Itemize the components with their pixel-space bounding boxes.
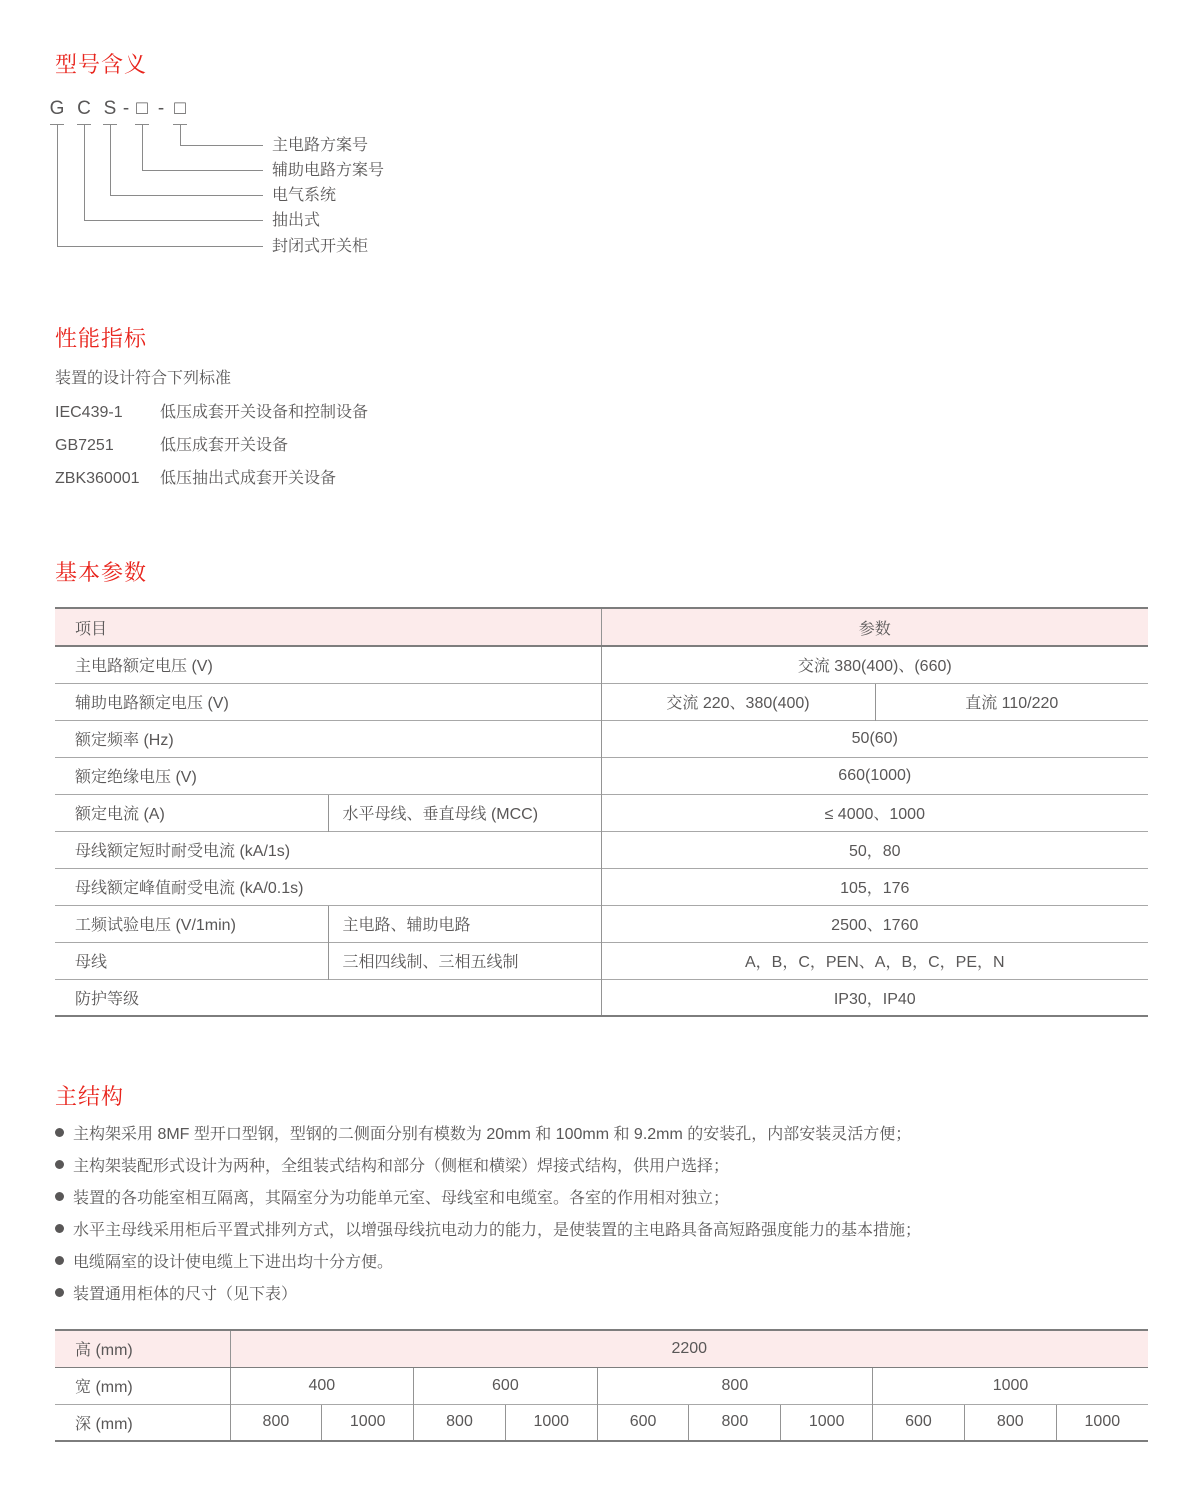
bullet-icon — [55, 1160, 64, 1169]
standard-row — [55, 402, 368, 423]
param-value-cell: 交流 220、380(400) — [601, 683, 875, 720]
table-row — [55, 794, 1148, 831]
table-row — [55, 646, 1148, 683]
param-sublabel-cell: 三相四线制、三相五线制 — [328, 942, 601, 979]
bullet-text: 水平主母线采用柜后平置式排列方式，以增强母线抗电动力的能力，是使装置的主电路具备高短路强度能力的基本措施； — [73, 1222, 922, 1239]
param-value-cell: 直流 110/220 — [875, 683, 1148, 720]
header-item-cell: 项目 — [55, 608, 601, 646]
param-label-cell: 母线额定短时耐受电流 (kA/1s) — [55, 831, 601, 868]
param-value-cell: 50，80 — [601, 831, 1148, 868]
leader-line-enclosed — [57, 124, 263, 247]
dim-width-cell: 1000 — [873, 1367, 1148, 1404]
list-item — [55, 1220, 1155, 1241]
model-code-diagram — [50, 98, 670, 273]
basic-params-table — [55, 607, 1148, 1017]
param-value-cell: A，B，C，PEN、A，B，C，PE，N — [601, 942, 1148, 979]
table-row — [55, 979, 1148, 1016]
bullet-icon — [55, 1224, 64, 1233]
code-char-box-2: □ — [174, 98, 186, 119]
param-sublabel-cell: 水平母线、垂直母线 (MCC) — [328, 794, 601, 831]
table-row — [55, 905, 1148, 942]
bullet-icon — [55, 1128, 64, 1137]
code-label-aux-circuit: 辅助电路方案号 — [272, 162, 385, 179]
param-value-cell: 660(1000) — [601, 757, 1148, 794]
param-sublabel-cell: 主电路、辅助电路 — [328, 905, 601, 942]
param-value-cell: ≤ 4000、1000 — [601, 794, 1148, 831]
bullet-icon — [55, 1288, 64, 1297]
standard-row — [55, 435, 288, 456]
bullet-text: 装置通用柜体的尺寸（见下表） — [73, 1286, 298, 1303]
standard-code: ZBK360001 — [55, 470, 140, 487]
param-value-cell: 105，176 — [601, 868, 1148, 905]
table-row — [55, 868, 1148, 905]
dim-depth-cell: 800 — [964, 1404, 1056, 1441]
list-item — [55, 1156, 1155, 1177]
table-header-row — [55, 1330, 1148, 1367]
param-value-cell: 2500、1760 — [601, 905, 1148, 942]
code-char-box-1: □ — [136, 98, 148, 119]
section-title-basic-params: 基本参数 — [55, 560, 148, 585]
code-char-c: C — [77, 98, 91, 119]
param-label-cell: 工频试验电压 (V/1min) — [55, 905, 328, 942]
dim-depth-cell: 1000 — [505, 1404, 597, 1441]
dim-width-label-cell: 宽 (mm) — [55, 1367, 230, 1404]
bullet-text: 主构架装配形式设计为两种，全组装式结构和部分（侧框和横梁）焊接式结构，供用户选择； — [73, 1158, 730, 1175]
param-label-cell: 防护等级 — [55, 979, 601, 1016]
table-row — [55, 757, 1148, 794]
section-title-performance: 性能指标 — [55, 326, 148, 351]
section-title-model-meaning: 型号含义 — [55, 52, 148, 77]
dim-depth-cell: 1000 — [322, 1404, 414, 1441]
dim-depth-label-cell: 深 (mm) — [55, 1404, 230, 1441]
bullet-text: 电缆隔室的设计使电缆上下进出均十分方便。 — [73, 1254, 394, 1271]
param-label-cell: 母线额定峰值耐受电流 (kA/0.1s) — [55, 868, 601, 905]
standard-desc: 低压抽出式成套开关设备 — [160, 470, 337, 487]
dim-width-cell: 600 — [414, 1367, 598, 1404]
bullet-icon — [55, 1256, 64, 1265]
standard-desc: 低压成套开关设备和控制设备 — [160, 404, 369, 421]
code-label-drawout: 抽出式 — [272, 212, 321, 229]
table-header-row — [55, 608, 1148, 646]
table-row — [55, 720, 1148, 757]
code-label-main-circuit: 主电路方案号 — [272, 137, 369, 154]
param-value-cell: 50(60) — [601, 720, 1148, 757]
code-label-enclosed: 封闭式开关柜 — [272, 238, 369, 255]
standard-code: GB7251 — [55, 437, 114, 454]
list-item — [55, 1252, 1155, 1273]
standard-code: IEC439-1 — [55, 404, 123, 421]
param-label-cell: 额定电流 (A) — [55, 794, 328, 831]
list-item — [55, 1124, 1155, 1145]
param-label-cell: 额定绝缘电压 (V) — [55, 757, 601, 794]
table-row — [55, 942, 1148, 979]
param-label-cell: 主电路额定电压 (V) — [55, 646, 601, 683]
param-label-cell: 母线 — [55, 942, 328, 979]
code-label-electric-sys: 电气系统 — [272, 187, 337, 204]
param-value-cell: IP30，IP40 — [601, 979, 1148, 1016]
bullet-text: 装置的各功能室相互隔离，其隔室分为功能单元室、母线室和电缆室。各室的作用相对独立； — [73, 1190, 730, 1207]
structure-bullet-list — [55, 1124, 1155, 1316]
code-char-dash-2: - — [157, 98, 165, 119]
cabinet-dimensions-table — [55, 1329, 1148, 1442]
list-item — [55, 1188, 1155, 1209]
dim-height-label-cell: 高 (mm) — [55, 1330, 230, 1367]
code-char-dash-1: - — [122, 98, 130, 119]
standard-desc: 低压成套开关设备 — [160, 437, 289, 454]
dim-depth-cell: 1000 — [781, 1404, 873, 1441]
bullet-text: 主构架采用 8MF 型开口型钢，型钢的二侧面分别有模数为 20mm 和 100mm 和 9.2mm 的安装孔，内部安装灵活方便； — [73, 1126, 912, 1143]
header-param-cell: 参数 — [601, 608, 1148, 646]
dim-depth-cell: 800 — [230, 1404, 322, 1441]
param-value-cell: 交流 380(400)、(660) — [601, 646, 1148, 683]
dim-width-cell: 800 — [597, 1367, 872, 1404]
dim-width-cell: 400 — [230, 1367, 414, 1404]
param-label-cell: 辅助电路额定电压 (V) — [55, 683, 601, 720]
dim-depth-cell: 600 — [597, 1404, 689, 1441]
code-char-g: G — [49, 98, 65, 119]
code-char-s: S — [103, 98, 117, 119]
param-label-cell: 额定频率 (Hz) — [55, 720, 601, 757]
dim-depth-cell: 1000 — [1056, 1404, 1148, 1441]
list-item — [55, 1284, 1155, 1305]
table-row — [55, 683, 1148, 720]
dim-height-value-cell: 2200 — [230, 1330, 1148, 1367]
standard-row — [55, 468, 336, 489]
table-row — [55, 1404, 1148, 1441]
dim-depth-cell: 800 — [689, 1404, 781, 1441]
bullet-icon — [55, 1192, 64, 1201]
table-row — [55, 831, 1148, 868]
section-title-structure: 主结构 — [55, 1084, 125, 1109]
table-row — [55, 1367, 1148, 1404]
dim-depth-cell: 800 — [414, 1404, 506, 1441]
dim-depth-cell: 600 — [873, 1404, 965, 1441]
performance-intro: 装置的设计符合下列标准 — [55, 370, 232, 387]
